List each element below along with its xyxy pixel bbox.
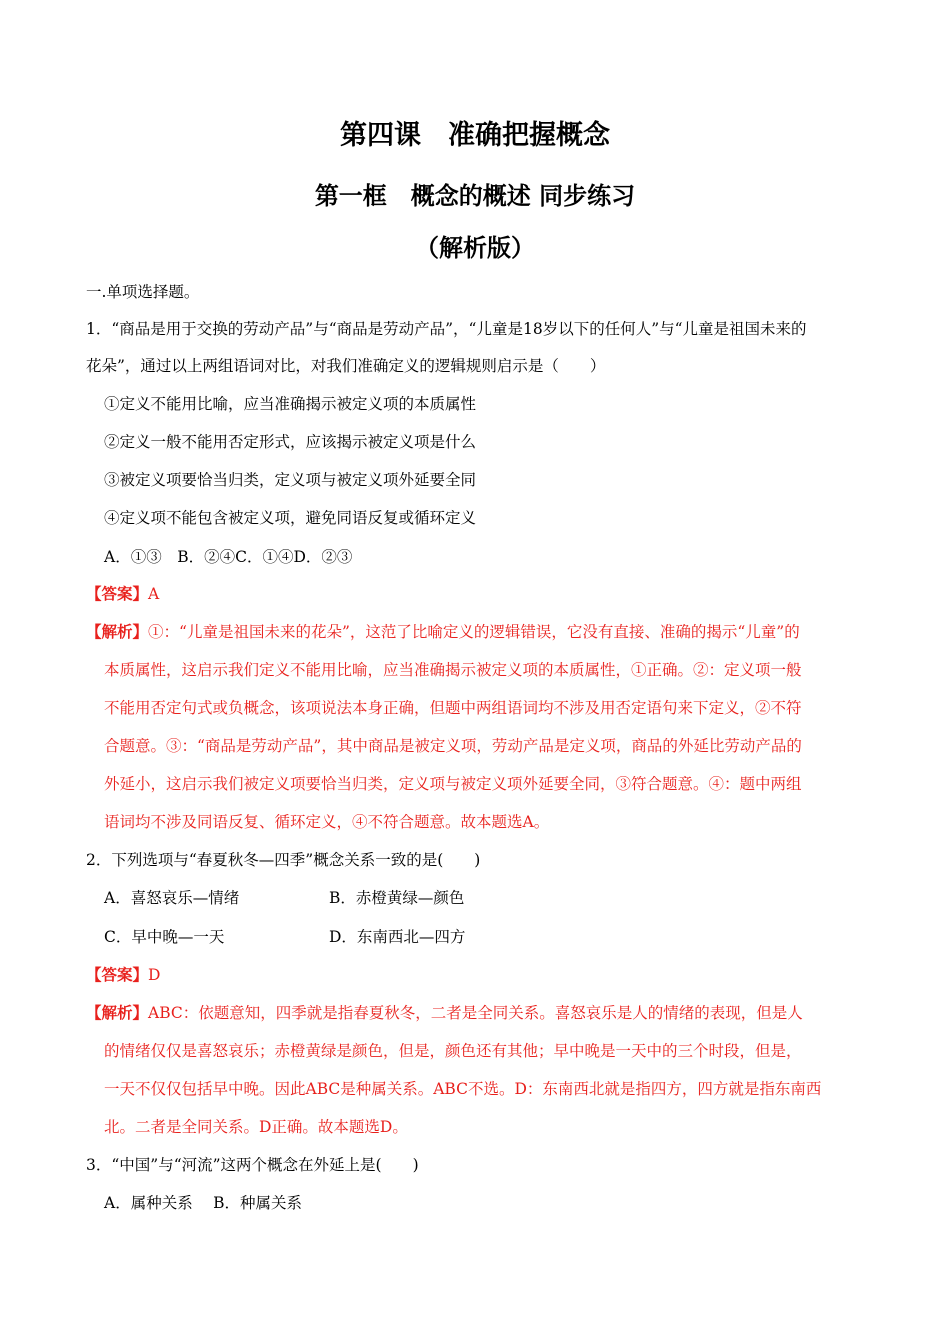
q1-answer-label: 【答案】 bbox=[86, 584, 149, 603]
q1-analysis-label: 【解析】 bbox=[86, 622, 149, 641]
q1-analysis-line-6: 语词均不涉及同语反复、循环定义，④不符合题意。故本题选A。 bbox=[104, 813, 550, 831]
q2-option-b: B．赤橙黄绿—颜色 bbox=[329, 889, 465, 907]
q1-options: A．①③ B．②④C．①④D．②③ bbox=[104, 548, 353, 566]
q2-options-row-1 bbox=[104, 888, 239, 908]
q2-option-a: A．喜怒哀乐—情绪 bbox=[104, 889, 240, 907]
q1-answer bbox=[86, 584, 159, 604]
q1-stem-line-1: 1．“商品是用于交换的劳动产品”与“商品是劳动产品”，“儿童是18岁以下的任何人”与“儿童是祖国未来的 bbox=[86, 320, 807, 338]
q2-answer bbox=[86, 965, 160, 985]
q1-analysis-line-5: 外延小，这启示我们被定义项要恰当归类，定义项与被定义项外延要全同，③符合题意。④：题中两组 bbox=[104, 775, 802, 793]
section-title: 第一框 概念的概述 同步练习 bbox=[314, 182, 636, 210]
q2-stem: 2．下列选项与“春夏秋冬—四季”概念关系一致的是( ) bbox=[86, 851, 481, 869]
q2-analysis-line-1 bbox=[86, 1003, 803, 1023]
q2-analysis-line-2: 的情绪仅仅是喜怒哀乐；赤橙黄绿是颜色，但是，颜色还有其他；早中晚是一天中的三个时段，但是， bbox=[104, 1042, 802, 1060]
q1-analysis-text-1: ①：“儿童是祖国未来的花朵”，这范了比喻定义的逻辑错误，它没有直接、准确的揭示“儿童”的 bbox=[148, 623, 800, 641]
lesson-title: 第四课 准确把握概念 bbox=[340, 120, 610, 151]
q2-analysis-line-3: 一天不仅仅包括早中晚。因此ABC是种属关系。ABC不选。D：东南西北就是指四方，四方就是指东南西 bbox=[104, 1080, 822, 1098]
q3-stem: 3．“中国”与“河流”这两个概念在外延上是( ) bbox=[86, 1156, 419, 1174]
q1-item-3: ③被定义项要恰当归类，定义项与被定义项外延要全同 bbox=[104, 471, 477, 489]
q1-item-4: ④定义项不能包含被定义项，避免同语反复或循环定义 bbox=[104, 509, 477, 527]
q2-answer-label: 【答案】 bbox=[86, 965, 149, 984]
q1-analysis-line-4: 合题意。③：“商品是劳动产品”，其中商品是被定义项，劳动产品是定义项，商品的外延比劳动产品的 bbox=[104, 737, 802, 755]
q1-item-2: ②定义一般不能用否定形式，应该揭示被定义项是什么 bbox=[104, 433, 477, 451]
q1-analysis-line-1 bbox=[86, 622, 800, 642]
q2-option-c: C．早中晚—一天 bbox=[104, 928, 225, 946]
q2-answer-value: D bbox=[148, 966, 161, 984]
q1-analysis-line-3: 不能用否定句式或负概念，该项说法本身正确，但题中两组语词均不涉及用否定语句来下定义，②不符 bbox=[104, 699, 802, 717]
q2-analysis-text-1: ABC：依题意知，四季就是指春夏秋冬，二者是全同关系。喜怒哀乐是人的情绪的表现，但是人 bbox=[148, 1004, 803, 1022]
q3-options: A．属种关系 B．种属关系 bbox=[104, 1194, 303, 1212]
section-heading: 一.单项选择题。 bbox=[86, 283, 200, 301]
edition-label: （解析版） bbox=[415, 234, 535, 262]
q1-stem-line-2: 花朵”，通过以上两组语词对比，对我们准确定义的逻辑规则启示是（ ） bbox=[86, 357, 606, 375]
q1-analysis-line-2: 本质属性，这启示我们定义不能用比喻，应当准确揭示被定义项的本质属性，①正确。②：定义项一般 bbox=[104, 661, 802, 679]
q2-analysis-line-4: 北。二者是全同关系。D正确。故本题选D。 bbox=[104, 1118, 408, 1136]
q2-analysis-label: 【解析】 bbox=[86, 1003, 149, 1022]
q1-item-1: ①定义不能用比喻，应当准确揭示被定义项的本质属性 bbox=[104, 395, 477, 413]
q1-answer-value: A bbox=[148, 585, 160, 603]
q2-option-d: D．东南西北—四方 bbox=[329, 928, 466, 946]
